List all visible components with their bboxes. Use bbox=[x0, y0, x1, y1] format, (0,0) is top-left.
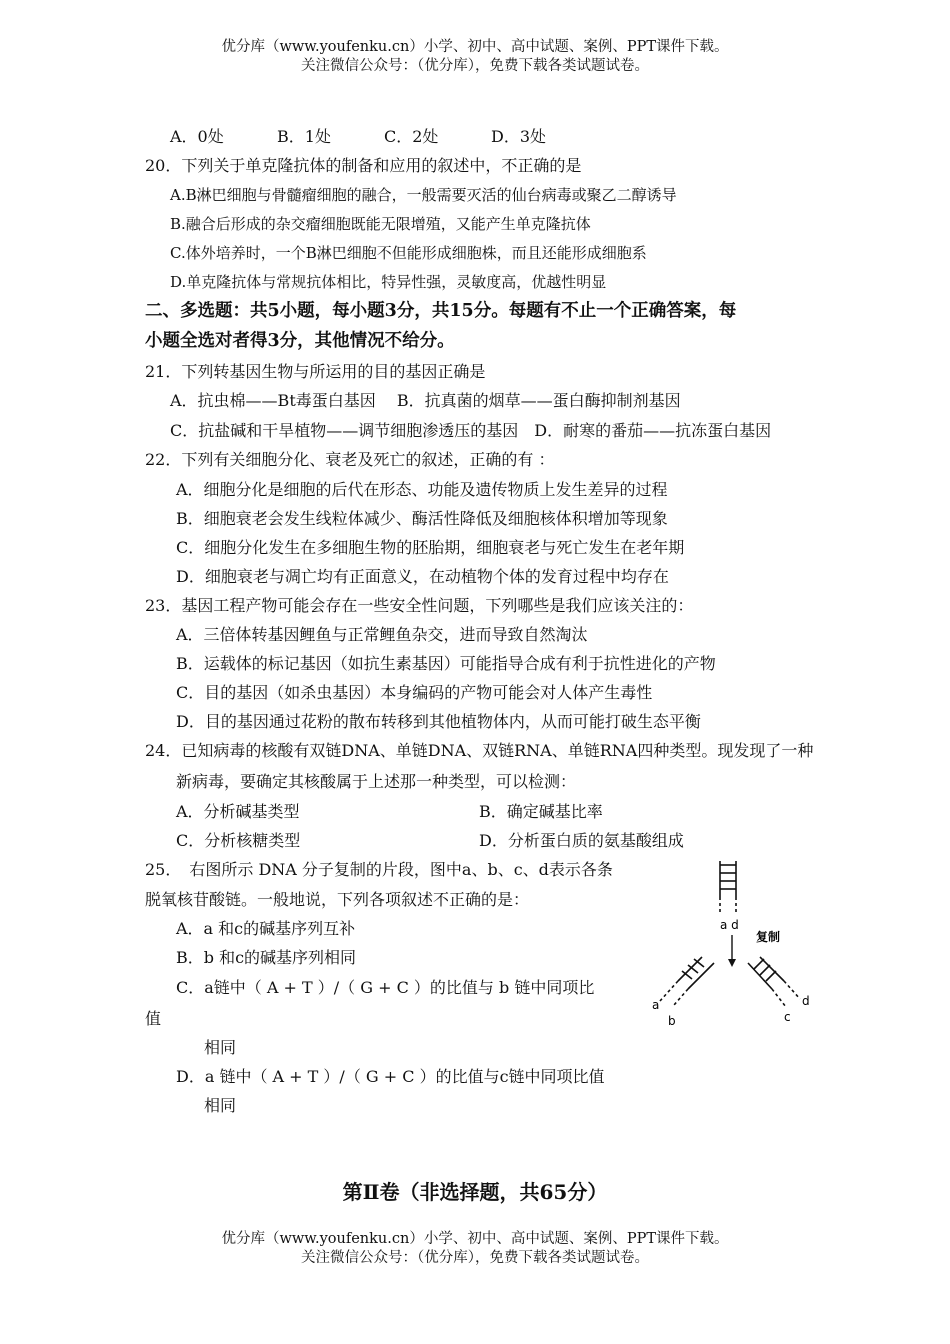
q22-option-a: A．细胞分化是细胞的后代在形态、功能及遗传物质上发生差异的过程 bbox=[176, 480, 668, 499]
q25-option-c-line-2: 值 bbox=[145, 1009, 162, 1028]
q23-stem: 23．基因工程产物可能会存在一些安全性问题，下列哪些是我们应该关注的： bbox=[145, 596, 694, 615]
q22-option-d: D．细胞衰老与凋亡均有正面意义，在动植物个体的发育过程中均存在 bbox=[176, 567, 669, 586]
q25-option-d-line-2: 相同 bbox=[204, 1096, 237, 1115]
q19-option-b: B．1处 bbox=[277, 127, 331, 146]
dna-replication-figure bbox=[648, 855, 818, 1040]
section2-heading-line-2: 小题全选对者得3分，其他情况不给分。 bbox=[145, 331, 455, 351]
header-line-2: 关注微信公众号：（优分库），免费下载各类试题试卷。 bbox=[301, 58, 649, 74]
q23-option-d: D．目的基因通过花粉的散布转移到其他植物体内，从而可能打破生态平衡 bbox=[176, 712, 701, 731]
label-c: c bbox=[784, 1010, 791, 1024]
q19-option-a: A．0处 bbox=[170, 127, 224, 146]
q25-stem-line-2: 脱氧核苷酸链。一般地说，下列各项叙述不正确的是： bbox=[145, 890, 530, 909]
q25-option-d-line-1: D．a 链中（ A + T ）/（ G + C ）的比值与c链中同项比值 bbox=[176, 1067, 605, 1086]
q24-stem-line-2: 新病毒，要确定其核酸属于上述那一种类型，可以检测： bbox=[176, 772, 577, 791]
footer-line-2: 关注微信公众号：（优分库），免费下载各类试题试卷。 bbox=[301, 1250, 649, 1266]
q25-stem-line-1: 25． 右图所示 DNA 分子复制的片段，图中a、b、c、d表示各条 bbox=[145, 860, 613, 879]
q24-option-a: A．分析碱基类型 bbox=[176, 802, 300, 821]
q22-stem: 22．下列有关细胞分化、衰老及死亡的叙述，正确的有 ： bbox=[145, 450, 555, 469]
header-line-1: 优分库（www.youfenku.cn）小学、初中、高中试题、案例、PPT课件下载。 bbox=[221, 39, 729, 55]
q23-option-b: B．运载体的标记基因（如抗生素基因）可能指导合成有利于抗性进化的产物 bbox=[176, 654, 716, 673]
q21-options-row-1: A．抗虫棉——Bt毒蛋白基因 B．抗真菌的烟草——蛋白酶抑制剂基因 bbox=[170, 391, 681, 410]
q25-option-a: A．a 和c的碱基序列互补 bbox=[176, 919, 356, 938]
q25-option-c-line-3: 相同 bbox=[204, 1038, 237, 1057]
label-b: b bbox=[668, 1014, 676, 1028]
section2-heading-line-1: 二、多选题：共5小题，每小题3分，共15分。每题有不止一个正确答案，每 bbox=[145, 301, 737, 321]
page-header bbox=[0, 38, 950, 76]
q24-option-d: D．分析蛋白质的氨基酸组成 bbox=[479, 831, 684, 850]
q20-option-a: A.B淋巴细胞与骨髓瘤细胞的融合，一般需要灭活的仙台病毒或聚乙二醇诱导 bbox=[170, 186, 677, 204]
footer-line-1: 优分库（www.youfenku.cn）小学、初中、高中试题、案例、PPT课件下载。 bbox=[221, 1231, 729, 1247]
label-a-d-top: a d bbox=[720, 918, 739, 932]
q19-option-c: C．2处 bbox=[384, 127, 439, 146]
q21-options-row-2: C．抗盐碱和干旱植物——调节细胞渗透压的基因 D．耐寒的番茄——抗冻蛋白基因 bbox=[170, 421, 772, 440]
q23-option-a: A．三倍体转基因鲤鱼与正常鲤鱼杂交，进而导致自然淘汰 bbox=[176, 625, 588, 644]
q24-option-b: B．确定碱基比率 bbox=[479, 802, 603, 821]
label-d: d bbox=[802, 994, 810, 1008]
label-copy: 复制 bbox=[756, 930, 781, 944]
parent-dna-ladder bbox=[720, 861, 736, 915]
q20-stem: 20．下列关于单克隆抗体的制备和应用的叙述中，不正确的是 bbox=[145, 156, 582, 175]
left-daughter-strand bbox=[660, 957, 714, 1005]
q20-option-c: C.体外培养时，一个B淋巴细胞不但能形成细胞株，而且还能形成细胞系 bbox=[170, 244, 647, 262]
q20-option-d: D.单克隆抗体与常规抗体相比，特异性强，灵敏度高，优越性明显 bbox=[170, 273, 607, 291]
label-a: a bbox=[652, 998, 660, 1012]
q25-option-c-line-1: C．a链中（ A + T ）/（ G + C ）的比值与 b 链中同项比 bbox=[176, 978, 595, 997]
q24-stem-line-1: 24．已知病毒的核酸有双链DNA、单链DNA、双链RNA、单链RNA四种类型。现发现了一种 bbox=[145, 741, 814, 760]
right-daughter-strand bbox=[748, 957, 800, 1007]
q19-option-d: D．3处 bbox=[491, 127, 547, 146]
q21-stem: 21．下列转基因生物与所运用的目的基因正确是 bbox=[145, 362, 486, 381]
q22-option-b: B．细胞衰老会发生线粒体减少、酶活性降低及细胞核体积增加等现象 bbox=[176, 509, 668, 528]
q20-option-b: B.融合后形成的杂交瘤细胞既能无限增殖，又能产生单克隆抗体 bbox=[170, 215, 591, 233]
q22-option-c: C．细胞分化发生在多细胞生物的胚胎期，细胞衰老与死亡发生在老年期 bbox=[176, 538, 685, 557]
q25-option-b: B．b 和c的碱基序列相同 bbox=[176, 948, 357, 967]
replication-arrow-icon bbox=[728, 935, 736, 967]
page-footer bbox=[0, 1230, 950, 1268]
q24-option-c: C．分析核糖类型 bbox=[176, 831, 301, 850]
part2-title: 第Ⅱ卷（非选择题，共65分） bbox=[342, 1180, 608, 1204]
q23-option-c: C．目的基因（如杀虫基因）本身编码的产物可能会对人体产生毒性 bbox=[176, 683, 653, 702]
